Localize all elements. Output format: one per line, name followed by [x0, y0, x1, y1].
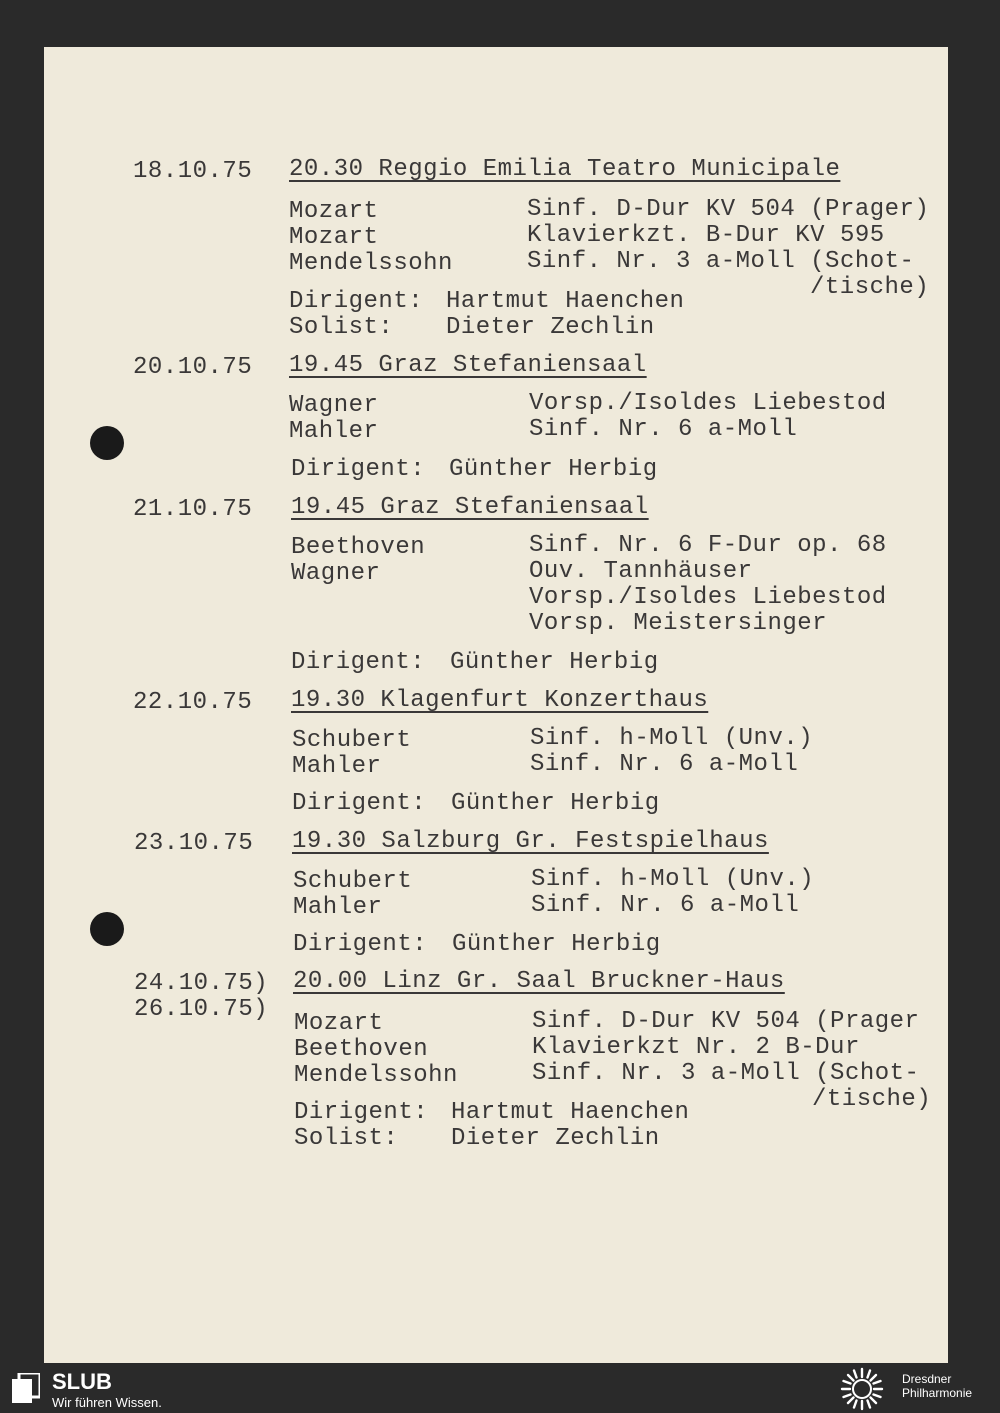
concert-venue: 20.30 Reggio Emilia Teatro Municipale — [289, 156, 841, 183]
conductor-label: Dirigent: — [291, 456, 426, 483]
conductor-name: Günther Herbig — [450, 649, 659, 676]
conductor-name: Hartmut Haenchen — [446, 288, 685, 315]
work: Ouv. Tannhäuser — [529, 558, 753, 585]
work: /tische) — [812, 1086, 932, 1113]
conductor-name: Günther Herbig — [451, 790, 660, 817]
conductor-label: Dirigent: — [292, 790, 427, 817]
partner-name-line2: Philharmonie — [902, 1386, 973, 1400]
concert-date: 24.10.75) — [134, 970, 269, 997]
work: Sinf. D-Dur KV 504 (Prager — [532, 1008, 920, 1035]
work: Klavierkzt Nr. 2 B-Dur — [532, 1034, 860, 1061]
work: Vorsp. Meistersinger — [529, 610, 828, 637]
work: Sinf. h-Moll (Unv.) — [530, 725, 814, 752]
composer: Mozart — [294, 1010, 384, 1037]
soloist-label: Solist: — [294, 1125, 399, 1152]
composer: Wagner — [291, 560, 381, 587]
concert-date: 21.10.75 — [133, 496, 253, 523]
conductor-name: Hartmut Haenchen — [451, 1099, 690, 1126]
composer: Mahler — [289, 418, 379, 445]
concert-venue: 20.00 Linz Gr. Saal Bruckner-Haus — [293, 968, 785, 995]
footer-bar — [0, 1363, 1000, 1413]
soloist-label: Solist: — [289, 314, 394, 341]
conductor-label: Dirigent: — [291, 649, 426, 676]
composer: Beethoven — [291, 534, 426, 561]
conductor-name: Günther Herbig — [449, 456, 658, 483]
composer: Mozart — [289, 198, 379, 225]
work: Vorsp./Isoldes Liebestod — [529, 584, 887, 611]
concert-venue: 19.30 Salzburg Gr. Festspielhaus — [292, 828, 769, 855]
work: Klavierkzt. B-Dur KV 595 — [527, 222, 885, 249]
soloist-name: Dieter Zechlin — [446, 314, 655, 341]
philharmonie-logo-icon — [840, 1367, 884, 1411]
work: Sinf. Nr. 6 a-Moll — [529, 416, 798, 443]
punch-hole-bottom — [90, 912, 124, 946]
concert-date: 20.10.75 — [133, 354, 253, 381]
soloist-name: Dieter Zechlin — [451, 1125, 660, 1152]
slub-logo-icon — [12, 1373, 40, 1403]
concert-date: 18.10.75 — [133, 158, 253, 185]
library-tagline: Wir führen Wissen. — [52, 1395, 162, 1410]
composer: Mendelssohn — [294, 1062, 458, 1089]
work: Sinf. Nr. 6 F-Dur op. 68 — [529, 532, 887, 559]
work: Vorsp./Isoldes Liebestod — [529, 390, 887, 417]
concert-date-second: 26.10.75) — [134, 996, 269, 1023]
work: /tische) — [810, 274, 930, 301]
composer: Beethoven — [294, 1036, 429, 1063]
concert-date: 22.10.75 — [133, 689, 253, 716]
conductor-label: Dirigent: — [289, 288, 424, 315]
partner-name-line1: Dresdner — [902, 1372, 952, 1386]
work: Sinf. Nr. 6 a-Moll — [530, 751, 799, 778]
library-name: SLUB — [52, 1369, 112, 1394]
concert-date: 23.10.75 — [134, 830, 254, 857]
work: Sinf. h-Moll (Unv.) — [531, 866, 815, 893]
conductor-label: Dirigent: — [293, 931, 428, 958]
partner-name — [902, 1372, 972, 1400]
concert-venue: 19.45 Graz Stefaniensaal — [291, 494, 649, 521]
conductor-name: Günther Herbig — [452, 931, 661, 958]
composer: Mahler — [292, 753, 382, 780]
composer: Mahler — [293, 894, 383, 921]
composer: Mendelssohn — [289, 250, 453, 277]
concert-venue: 19.45 Graz Stefaniensaal — [289, 352, 647, 379]
concert-venue: 19.30 Klagenfurt Konzerthaus — [291, 687, 709, 714]
conductor-label: Dirigent: — [294, 1099, 429, 1126]
punch-hole-top — [90, 426, 124, 460]
work: Sinf. Nr. 3 a-Moll (Schot- — [532, 1060, 920, 1087]
work: Sinf. Nr. 3 a-Moll (Schot- — [527, 248, 915, 275]
composer: Wagner — [289, 392, 379, 419]
composer: Schubert — [293, 868, 413, 895]
work: Sinf. Nr. 6 a-Moll — [531, 892, 800, 919]
composer: Schubert — [292, 727, 412, 754]
composer: Mozart — [289, 224, 379, 251]
work: Sinf. D-Dur KV 504 (Prager) — [527, 196, 930, 223]
